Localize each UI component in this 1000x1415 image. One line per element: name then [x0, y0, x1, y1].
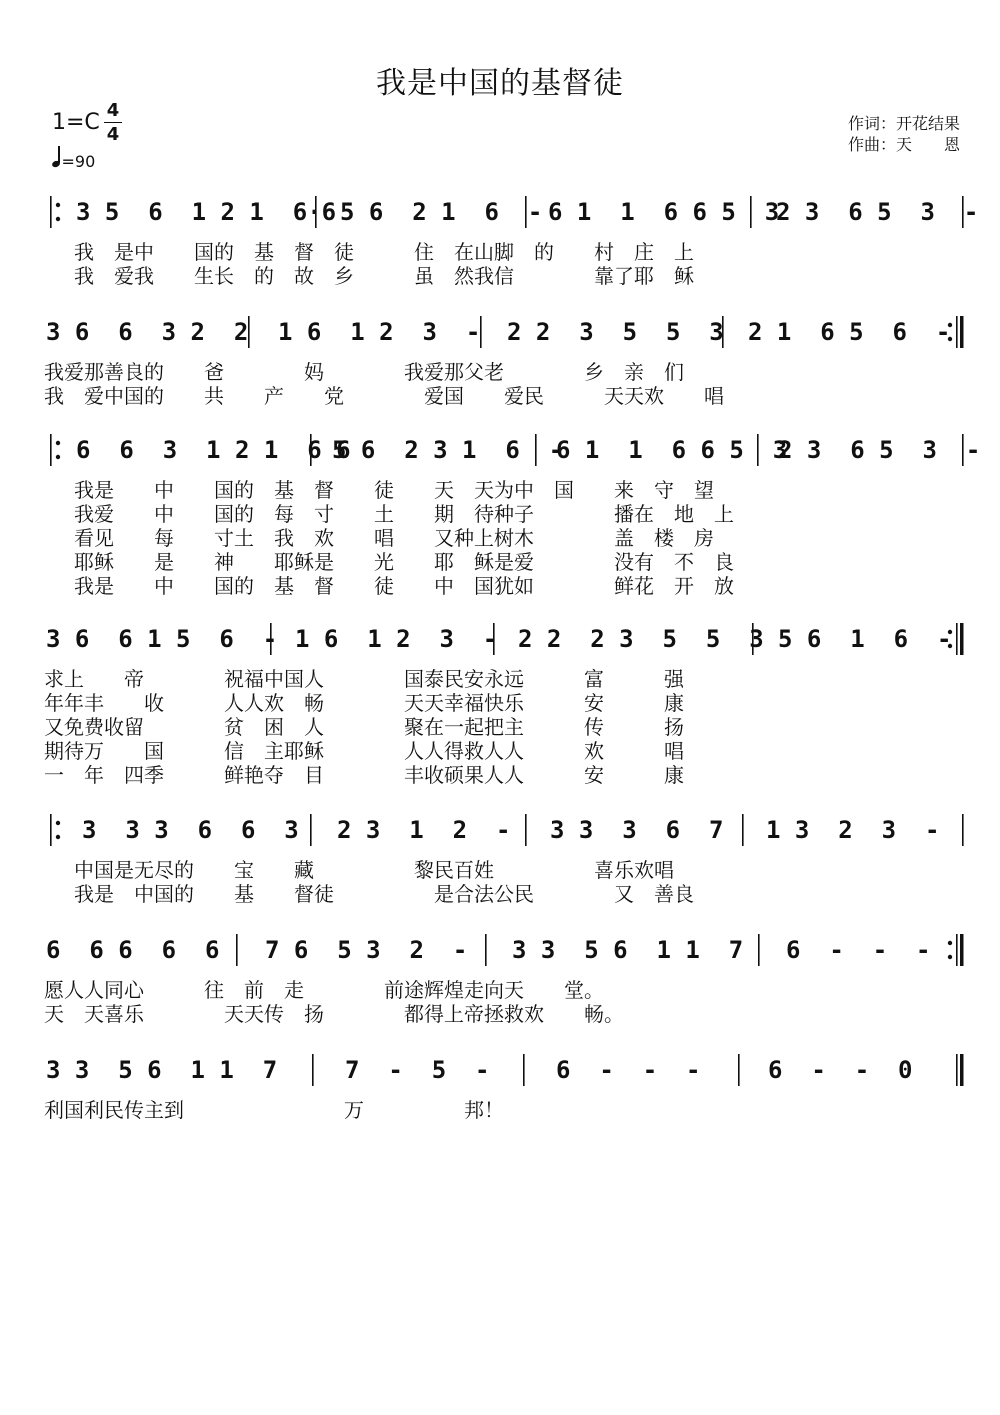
lyric-text: 我是 中 国的 基 督 徒 天 天为中 国 来 守 望 [74, 478, 714, 502]
lyric-text: 我 是中 国的 基 督 徒 住 在山脚 的 村 庄 上 [74, 240, 694, 264]
quarter-note-stem [58, 146, 60, 163]
measure-notes: 6 1 1 6 6 5 3 [548, 198, 780, 226]
measure-notes: 3 3 3 6 7 [550, 816, 724, 844]
lyric-row [0, 759, 1000, 787]
barline [758, 934, 760, 966]
repeat-dot [948, 941, 952, 945]
measure-notes: 6 - - - [556, 1056, 701, 1084]
measure-notes: 2 3 6 5 3 - [778, 436, 981, 464]
lyric-row [0, 570, 1000, 598]
lyric-row [0, 878, 1000, 906]
barline [485, 934, 487, 966]
repeat-dot [948, 955, 952, 959]
measure-notes: 5 6 2 3 1 6 - [332, 436, 564, 464]
barline [312, 1054, 314, 1086]
lyric-row [0, 735, 1000, 763]
measure-notes: 3 3 5 6 1 1 7 [512, 936, 744, 964]
lyric-text: 一 年 四季 鲜艳夺 目 丰收硕果人人 安 康 [44, 763, 684, 787]
lyric-row [0, 998, 1000, 1026]
measure-notes: 2 2 2 3 5 5 3 [518, 625, 764, 653]
measure-notes: 6 - - - [786, 936, 931, 964]
lyric-text: 我 爱中国的 共 产 党 爱国 爱民 天天欢 唱 [44, 384, 724, 408]
lyricist-credit: 作词：开花结果 [848, 114, 961, 133]
credits [848, 113, 960, 155]
measure-notes: 3 6 6 3 2 2 [46, 318, 249, 346]
repeat-end-thick [960, 316, 964, 348]
measure-notes: 5 6 1 6 - [778, 625, 952, 653]
repeat-start-line [50, 434, 52, 466]
tempo-value: =90 [61, 152, 96, 171]
lyric-text: 又免费收留 贫 困 人 聚在一起把主 传 扬 [44, 715, 684, 739]
measure-notes: 2 1 6 5 6 - [748, 318, 951, 346]
lyric-text: 期待万 国 信 主耶稣 人人得救人人 欢 唱 [44, 739, 684, 763]
lyric-text: 年年丰 收 人人欢 畅 天天幸福快乐 安 康 [44, 691, 684, 715]
measure-notes: 7 6 5 3 2 - [265, 936, 468, 964]
lyric-row [0, 236, 1000, 264]
lyric-text: 我爱那善良的 爸 妈 我爱那父老 乡 亲 们 [44, 360, 684, 384]
repeat-start-line [50, 196, 52, 228]
repeat-dot [56, 203, 60, 207]
lyric-text: 看见 每 寸土 我 欢 唱 又种上树木 盖 楼 房 [74, 526, 714, 550]
measure-notes: 1 3 2 3 - [766, 816, 940, 844]
measure-notes: 1 6 1 2 3 - [295, 625, 498, 653]
measure-notes: 6 6 6 6 6 [46, 936, 220, 964]
time-signature-top: 4 [106, 100, 120, 121]
time-signature-bottom: 4 [106, 124, 120, 145]
final-bar-thick [960, 1054, 964, 1086]
barline [742, 814, 744, 846]
measure-notes: 1 6 1 2 3 - [278, 318, 481, 346]
lyric-text: 中国是无尽的 宝 藏 黎民百姓 喜乐欢唱 [74, 858, 674, 882]
measure-notes: 7 - 5 - [345, 1056, 490, 1084]
lyric-text: 利国利民传主到 万 邦！ [44, 1098, 504, 1122]
repeat-end-thick [960, 934, 964, 966]
final-bar-thin [956, 1054, 958, 1086]
lyric-text: 天 天喜乐 天天传 扬 都得上帝拯救欢 畅。 [44, 1002, 624, 1026]
repeat-start-line [50, 814, 52, 846]
measure-notes: 3 5 6 1 2 1 6·6 [76, 198, 337, 226]
repeat-dot [56, 441, 60, 445]
measure-notes: 6 - - 0 [768, 1056, 913, 1084]
key-signature: 1=C [52, 110, 100, 135]
time-signature-line [104, 122, 122, 123]
repeat-dot [56, 835, 60, 839]
barline [525, 814, 527, 846]
page-title: 我是中国的基督徒 [376, 66, 624, 101]
tempo-marking [52, 150, 95, 171]
lyric-row [0, 711, 1000, 739]
lyric-row [0, 522, 1000, 550]
lyric-text: 求上 帝 祝福中国人 国泰民安永远 富 强 [44, 667, 684, 691]
measure-notes: 3 3 5 6 1 1 7 [46, 1056, 278, 1084]
measure-notes: 3 3 3 6 6 3 [82, 816, 299, 844]
measure-notes: 2 2 3 5 5 3 [507, 318, 724, 346]
lyric-row [0, 1094, 1000, 1122]
repeat-end-thin [956, 316, 958, 348]
repeat-end-thin [956, 623, 958, 655]
measure-notes: 2 3 1 2 - [337, 816, 511, 844]
lyric-row [0, 546, 1000, 574]
repeat-dot [56, 455, 60, 459]
lyric-text: 我是 中国的 基 督徒 是合法公民 又 善良 [74, 882, 694, 906]
lyric-row [0, 687, 1000, 715]
time-signature [104, 100, 122, 145]
measure-notes: 6 6 3 1 2 1 6 6 [76, 436, 351, 464]
lyric-text: 耶稣 是 神 耶稣是 光 耶 稣是爱 没有 不 良 [74, 550, 734, 574]
repeat-dot [56, 821, 60, 825]
lyric-row [0, 356, 1000, 384]
lyric-row [0, 380, 1000, 408]
measure-notes: 3 6 6 1 5 6 - [46, 625, 278, 653]
barline [523, 1054, 525, 1086]
measure-notes: 6 1 1 6 6 5 3 [556, 436, 788, 464]
lyric-row [0, 854, 1000, 882]
repeat-dot [56, 217, 60, 221]
repeat-end-thin [956, 934, 958, 966]
lyric-row [0, 974, 1000, 1002]
lyric-row [0, 498, 1000, 526]
barline [962, 814, 964, 846]
barline [236, 934, 238, 966]
lyric-text: 我 爱我 生长 的 故 乡 虽 然我信 靠了耶 稣 [74, 264, 694, 288]
barline [738, 1054, 740, 1086]
barline [310, 814, 312, 846]
lyric-row [0, 663, 1000, 691]
lyric-text: 我爱 中 国的 每 寸 土 期 待种子 播在 地 上 [74, 502, 734, 526]
measure-notes: 2 3 6 5 3 - [776, 198, 979, 226]
repeat-end-thick [960, 623, 964, 655]
measure-notes: 5 6 2 1 6 - [340, 198, 543, 226]
composer-credit: 作曲：天 恩 [848, 135, 961, 154]
lyric-text: 我是 中 国的 基 督 徒 中 国犹如 鲜花 开 放 [74, 574, 734, 598]
lyric-text: 愿人人同心 往 前 走 前途辉煌走向天 堂。 [44, 978, 604, 1002]
lyric-row [0, 260, 1000, 288]
lyric-row [0, 474, 1000, 502]
